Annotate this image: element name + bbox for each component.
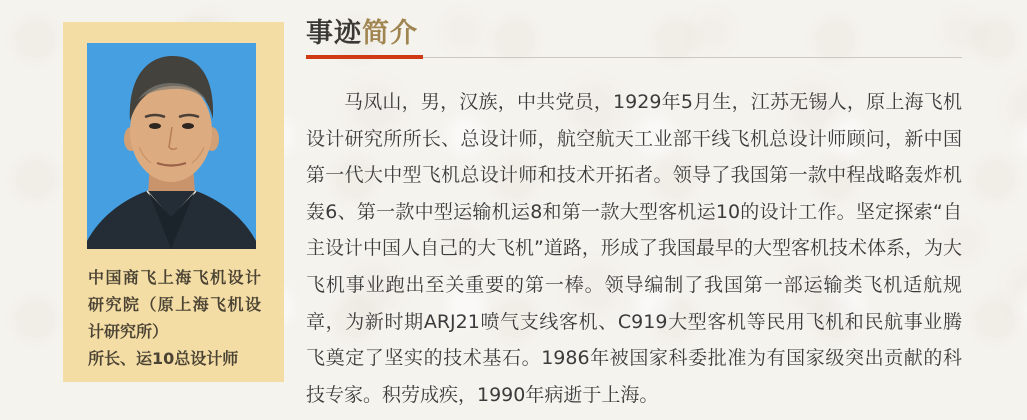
section-title-primary: 事迹 (306, 18, 362, 49)
profile-caption (88, 264, 261, 372)
underline-gray-line (423, 57, 962, 58)
portrait-photo (87, 43, 256, 249)
caption-title: 所长、运10总设计师 (88, 349, 239, 368)
portrait-illustration (87, 43, 256, 249)
biography-paragraph: 马凤山，男，汉族，中共党员，1929年5月生，江苏无锡人，原上海飞机设计研究所所长、总设计师，航空航天工业部干线飞机总设计师顾问，新中国第一代大中型飞机总设计师和技术开拓者。领导了我国第一款中程战略轰炸机轰6、第一款中型运输机运8和第一款大型客机运10的设计工作。坚定探索“自主设计中国人自己的大飞机”道路，形成了我国最早的大型客机技术体系，为大飞机事业跑出至关重要的第一棒。领导编制了我国第一部运输类飞机适航规章，为新时期ARJ21喷气支线客机、C919大型客机等民用飞机和民航事业腾飞奠定了坚实的技术基石。1986年被国家科委批准为有国家级突出贡献的科技专家。积劳成疾，1990年病逝于上海。 (306, 91, 962, 406)
profile-card (63, 22, 284, 382)
caption-affiliation: 中国商飞上海飞机设计研究院（原上海飞机设计研究所） (88, 268, 261, 341)
heading-underline (306, 55, 962, 59)
section-title (306, 18, 962, 50)
section-title-accent: 简介 (362, 18, 418, 49)
underline-accent-bar (306, 55, 423, 59)
section-content (306, 18, 962, 413)
